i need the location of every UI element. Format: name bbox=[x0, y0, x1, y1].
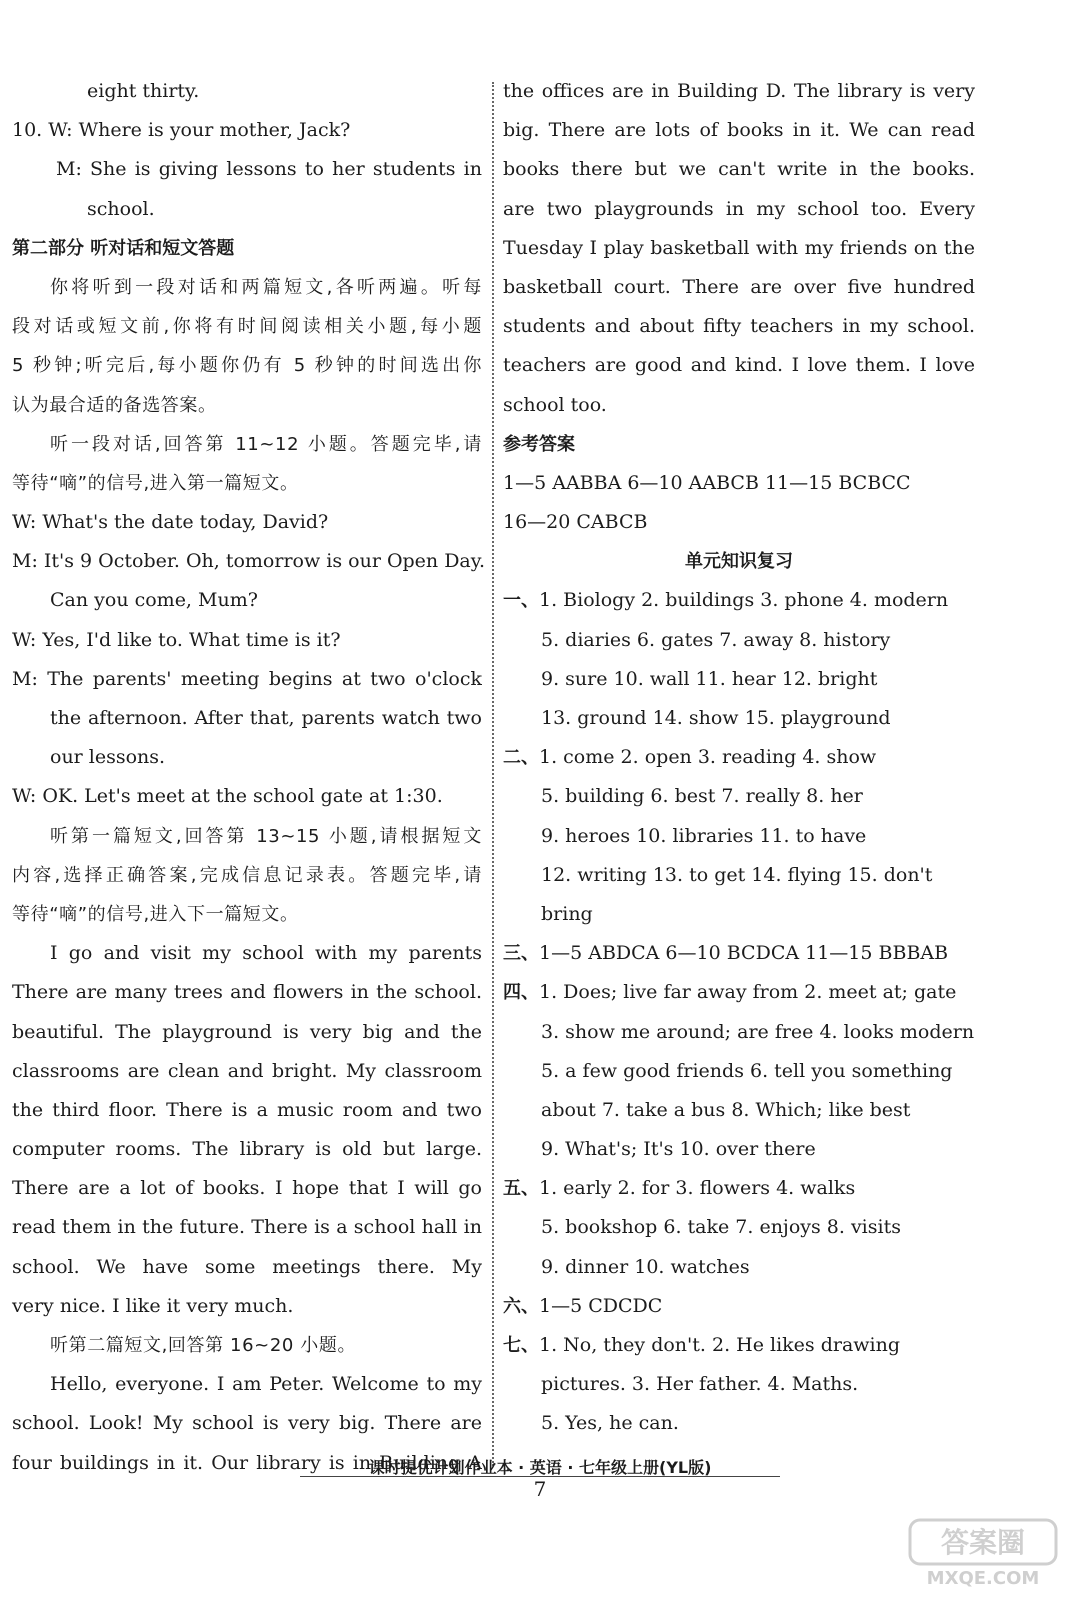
answer-text: 1—5 CDCDC bbox=[539, 1294, 663, 1317]
text-line: classrooms are clean and bright. My classroom bbox=[12, 1059, 482, 1082]
page-number: 7 bbox=[533, 1477, 547, 1501]
text-line: beautiful. The playground is very big and the bbox=[12, 1020, 482, 1043]
text-line: 5 秒钟;听完后,每小题你仍有 5 秒钟的时间选出你 bbox=[12, 355, 482, 377]
text-line: 9. sure 10. wall 11. hear 12. bright bbox=[541, 667, 878, 690]
text-line: 9. heroes 10. libraries 11. to have bbox=[541, 824, 867, 847]
text-line: 5. building 6. best 7. really 8. her bbox=[541, 785, 863, 808]
exercise-number: 二、 bbox=[503, 747, 539, 769]
text-line: computer rooms. The library is old but large. bbox=[12, 1138, 482, 1161]
text-line: W: What's the date today, David? bbox=[12, 511, 329, 534]
answer-line bbox=[503, 581, 975, 620]
text-line: 你将听到一段对话和两篇短文,各听两遍。听每 bbox=[50, 276, 482, 298]
answer-text: 1. early 2. for 3. flowers 4. walks bbox=[539, 1177, 856, 1200]
answer-line bbox=[503, 934, 975, 973]
text-line: 5. diaries 6. gates 7. away 8. history bbox=[541, 628, 891, 651]
exercise-number: 六、 bbox=[503, 1295, 539, 1317]
text-line: 5. a few good friends 6. tell you something bbox=[541, 1059, 953, 1082]
text-line: 听第二篇短文,回答第 16~20 小题。 bbox=[50, 1335, 357, 1356]
text-line: 1—5 AABBA 6—10 AABCB 11—15 BCBCC bbox=[503, 471, 911, 494]
text-line: 认为最合适的备选答案。 bbox=[12, 394, 217, 416]
exercise-number: 一、 bbox=[503, 590, 539, 612]
exercise-number: 五、 bbox=[503, 1178, 539, 1200]
answer-text: 1—5 ABDCA 6—10 BCDCA 11—15 BBBAB bbox=[539, 942, 949, 965]
text-line: school. bbox=[87, 197, 155, 220]
text-line: 16—20 CABCB bbox=[503, 511, 648, 534]
text-line: 段对话或短文前,你将有时间阅读相关小题,每小题 bbox=[12, 316, 482, 338]
column-divider bbox=[492, 82, 494, 1466]
text-line: Tuesday I play basketball with my friends on the bbox=[503, 236, 975, 259]
answer-line bbox=[503, 1287, 975, 1326]
watermark-url: MXQE.COM bbox=[926, 1568, 1040, 1588]
text-line: school too. bbox=[503, 393, 607, 416]
text-line: 5. Yes, he can. bbox=[541, 1412, 679, 1435]
text-line: big. There are lots of books in it. We can read bbox=[503, 119, 975, 142]
left-column bbox=[12, 72, 486, 1483]
text-line: 12. writing 13. to get 14. flying 15. don't bbox=[541, 863, 933, 886]
text-line: 等待“嘀”的信号,进入下一篇短文。 bbox=[12, 903, 299, 925]
answer-line bbox=[503, 1326, 975, 1365]
text-line: school. We have some meetings there. My bbox=[12, 1255, 482, 1278]
text-line: There are a lot of books. I hope that I will go bbox=[12, 1177, 482, 1200]
exercise-number: 七、 bbox=[503, 1335, 539, 1356]
text-line: our lessons. bbox=[50, 746, 166, 769]
footer-title: 课时提优计划作业本 · 英语 · 七年级上册(YL版) bbox=[368, 1458, 712, 1477]
text-line: pictures. 3. Her father. 4. Maths. bbox=[541, 1373, 859, 1396]
text-line: teachers are good and kind. I love them. I love bbox=[503, 354, 975, 377]
text-line: W: Yes, I'd like to. What time is it? bbox=[12, 628, 341, 651]
watermark-logo bbox=[908, 1518, 1058, 1588]
text-line: W: OK. Let's meet at the school gate at 1:30. bbox=[12, 785, 443, 808]
exercise-number: 四、 bbox=[503, 982, 539, 1004]
text-line: Hello, everyone. I am Peter. Welcome to my bbox=[50, 1373, 482, 1396]
answer-text: 1. Biology 2. buildings 3. phone 4. modern bbox=[539, 589, 949, 612]
text-line: I go and visit my school with my parents bbox=[50, 942, 482, 965]
section-heading: 参考答案 bbox=[503, 433, 575, 455]
text-line: basketball court. There are over five hundred bbox=[503, 275, 975, 298]
text-line: the afternoon. After that, parents watch two bbox=[50, 707, 482, 729]
section-heading: 单元知识复习 bbox=[685, 551, 793, 573]
text-line: 听一段对话,回答第 11~12 小题。答题完毕,请 bbox=[50, 433, 482, 455]
text-line: M: She is giving lessons to her students in bbox=[56, 158, 482, 181]
answer-text: 1. Does; live far away from 2. meet at; gate bbox=[539, 981, 957, 1004]
text-line: 10. W: Where is your mother, Jack? bbox=[12, 119, 351, 142]
text-line: students and about fifty teachers in my school. bbox=[503, 315, 975, 338]
text-line: very nice. I like it very much. bbox=[12, 1294, 294, 1317]
text-line: eight thirty. bbox=[87, 80, 200, 102]
answer-line bbox=[503, 1169, 975, 1208]
answer-text: 1. No, they don't. 2. He likes drawing bbox=[539, 1334, 901, 1356]
text-line: 9. What's; It's 10. over there bbox=[541, 1138, 816, 1161]
text-line: 等待“嘀”的信号,进入第一篇短文。 bbox=[12, 472, 299, 494]
text-line: read them in the future. There is a school hall in bbox=[12, 1216, 482, 1239]
right-column bbox=[503, 72, 975, 1444]
section-heading: 第二部分 听对话和短文答题 bbox=[12, 237, 235, 259]
text-line: M: The parents' meeting begins at two o'clock bbox=[12, 667, 482, 690]
text-line: are two playgrounds in my school too. Every bbox=[503, 197, 975, 220]
text-line: 内容,选择正确答案,完成信息记录表。答题完毕,请 bbox=[12, 864, 482, 886]
exercise-number: 三、 bbox=[503, 943, 539, 965]
answer-text: 1. come 2. open 3. reading 4. show bbox=[539, 746, 877, 769]
text-line: 5. bookshop 6. take 7. enjoys 8. visits bbox=[541, 1216, 901, 1239]
text-line: about 7. take a bus 8. Which; like best bbox=[541, 1098, 911, 1121]
text-line: bring bbox=[541, 902, 593, 925]
text-line: the offices are in Building D. The library is very bbox=[503, 80, 975, 102]
text-line: 3. show me around; are free 4. looks modern bbox=[541, 1020, 975, 1043]
text-line: 听第一篇短文,回答第 13~15 小题,请根据短文 bbox=[50, 825, 482, 847]
answer-line bbox=[503, 973, 975, 1012]
text-line: 13. ground 14. show 15. playground bbox=[541, 707, 891, 729]
text-line: the third floor. There is a music room and two bbox=[12, 1098, 482, 1121]
text-line: Can you come, Mum? bbox=[50, 589, 258, 612]
text-line: school. Look! My school is very big. There are bbox=[12, 1412, 482, 1435]
text-line: M: It's 9 October. Oh, tomorrow is our Open Day. bbox=[12, 550, 486, 573]
text-line: There are many trees and flowers in the school. bbox=[12, 981, 482, 1004]
answer-line bbox=[503, 738, 975, 777]
text-line: books there but we can't write in the books. bbox=[503, 158, 975, 181]
text-line: four buildings in it. Our library is in Building A bbox=[12, 1451, 482, 1474]
watermark-text: 答案圈 bbox=[940, 1526, 1026, 1559]
text-line: 9. dinner 10. watches bbox=[541, 1255, 750, 1278]
